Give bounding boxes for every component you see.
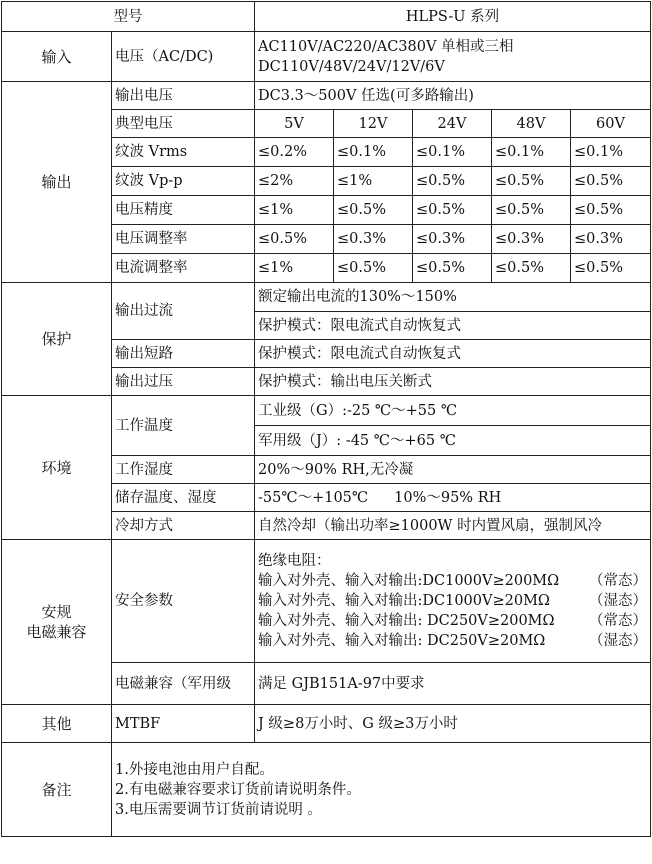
output-value-cell: ≤0.5%	[334, 254, 413, 283]
insulation-title: 绝缘电阻：	[258, 553, 331, 569]
overvoltage-label: 输出过压	[112, 368, 255, 396]
insulation-line: 输入对外壳、输入对输出:DC1000V≥20MΩ （湿态）	[258, 593, 647, 609]
storage-label: 储存温度、湿度	[112, 484, 255, 512]
output-value-cell: ≤0.1%	[492, 138, 571, 167]
input-param-label: 电压（AC/DC)	[112, 32, 255, 82]
output-value-cell: ≤0.5%	[255, 225, 334, 254]
insulation-line: 输入对外壳、输入对输出:DC1000V≥200MΩ （常态）	[258, 573, 647, 589]
output-value-cell: ≤0.5%	[571, 167, 651, 196]
notes-category: 备注	[2, 743, 112, 837]
overcurrent-mode: 保护模式：限电流式自动恢复式	[255, 312, 651, 340]
temperature-label: 工作温度	[112, 396, 255, 456]
cooling-value: 自然冷却（输出功率≥1000W 时内置风扇，强制风冷	[255, 512, 651, 540]
emc-value: 满足 GJB151A-97中要求	[255, 663, 651, 705]
output-value-cell: ≤0.5%	[413, 254, 492, 283]
output-value-cell: ≤0.5%	[571, 196, 651, 225]
typical-voltage-cell: 5V	[255, 110, 334, 138]
output-value-cell: ≤0.1%	[571, 138, 651, 167]
notes-content	[112, 743, 651, 837]
safety-category-line2: 电磁兼容	[26, 623, 87, 641]
output-value-cell: ≤0.3%	[492, 225, 571, 254]
temperature-industrial: 工业级（G）:-25 ℃～+55 ℃	[255, 396, 651, 426]
overcurrent-label: 输出过流	[112, 283, 255, 340]
output-value-cell: ≤0.3%	[571, 225, 651, 254]
output-param-label: 电压调整率	[112, 225, 255, 254]
output-value-cell: ≤0.3%	[413, 225, 492, 254]
series-name: HLPS-U 系列	[255, 2, 651, 32]
output-value-cell: ≤0.2%	[255, 138, 334, 167]
output-param-label: 纹波 Vp-p	[112, 167, 255, 196]
output-param-label: 纹波 Vrms	[112, 138, 255, 167]
safety-param-value	[255, 540, 651, 663]
output-voltage-label: 输出电压	[112, 82, 255, 110]
output-value-cell: ≤0.1%	[413, 138, 492, 167]
output-value-cell: ≤0.1%	[334, 138, 413, 167]
output-value-cell: ≤0.5%	[413, 196, 492, 225]
output-value-cell: ≤0.3%	[334, 225, 413, 254]
output-value-cell: ≤1%	[255, 254, 334, 283]
input-voltage-dc: DC110V/48V/24V/12V/6V	[258, 58, 445, 75]
safety-emc-category	[2, 540, 112, 705]
output-value-cell: ≤0.5%	[492, 196, 571, 225]
output-param-label: 电流调整率	[112, 254, 255, 283]
typical-voltage-cell: 48V	[492, 110, 571, 138]
protection-category: 保护	[2, 283, 112, 396]
input-voltage-ac: AC110V/AC220/AC380V 单相或三相	[258, 38, 514, 55]
safety-category-line1: 安规	[41, 603, 72, 621]
mtbf-row	[2, 705, 651, 743]
insulation-line: 输入对外壳、输入对输出: DC250V≥20MΩ （湿态）	[258, 633, 647, 649]
header-row	[2, 2, 651, 32]
other-category: 其他	[2, 705, 112, 743]
input-voltage-value	[255, 32, 651, 82]
output-value-cell: ≤0.5%	[571, 254, 651, 283]
note-line: 2.有电磁兼容要求订货前请说明条件。	[115, 781, 361, 798]
storage-temperature: -55℃～+105℃	[258, 489, 369, 506]
output-voltage-value: DC3.3～500V 任选(可多路输出)	[255, 82, 651, 110]
cooling-label: 冷却方式	[112, 512, 255, 540]
note-line: 1.外接电池由用户自配。	[115, 761, 274, 778]
temperature-military: 军用级（J）: -45 ℃～+65 ℃	[255, 426, 651, 456]
overvoltage-value: 保护模式：输出电压关断式	[255, 368, 651, 396]
input-category: 输入	[2, 32, 112, 82]
typical-voltage-cell: 12V	[334, 110, 413, 138]
output-value-cell: ≤0.5%	[334, 196, 413, 225]
input-row	[2, 32, 651, 82]
output-category: 输出	[2, 82, 112, 283]
mtbf-value: J 级≥8万小时、G 级≥3万小时	[255, 705, 651, 743]
output-value-cell: ≤0.5%	[492, 167, 571, 196]
output-value-cell: ≤0.5%	[413, 167, 492, 196]
spec-table	[1, 1, 651, 837]
overcurrent-value: 额定输出电流的130%～150%	[255, 283, 651, 312]
note-line: 3.电压需要调节订货前请说明 。	[115, 801, 322, 818]
humidity-label: 工作湿度	[112, 456, 255, 484]
output-value-cell: ≤1%	[255, 196, 334, 225]
storage-value	[255, 484, 651, 512]
environment-category: 环境	[2, 396, 112, 540]
insulation-line: 输入对外壳、输入对输出: DC250V≥200MΩ （常态）	[258, 613, 647, 629]
emc-label: 电磁兼容（军用级	[112, 663, 255, 705]
model-label: 型号	[2, 2, 255, 32]
overcurrent-row	[2, 283, 651, 312]
mtbf-label: MTBF	[112, 705, 255, 743]
output-value-cell: ≤0.5%	[492, 254, 571, 283]
output-param-label: 电压精度	[112, 196, 255, 225]
temperature-row	[2, 396, 651, 426]
notes-row	[2, 743, 651, 837]
short-circuit-value: 保护模式：限电流式自动恢复式	[255, 340, 651, 368]
output-voltage-row	[2, 82, 651, 110]
output-value-cell: ≤2%	[255, 167, 334, 196]
humidity-value: 20%～90% RH,无冷凝	[255, 456, 651, 484]
output-value-cell: ≤1%	[334, 167, 413, 196]
typical-voltage-cell: 60V	[571, 110, 651, 138]
typical-voltage-cell: 24V	[413, 110, 492, 138]
safety-param-label: 安全参数	[112, 540, 255, 663]
safety-row	[2, 540, 651, 663]
storage-humidity: 10%～95% RH	[394, 489, 502, 506]
typical-voltage-label: 典型电压	[112, 110, 255, 138]
short-circuit-label: 输出短路	[112, 340, 255, 368]
